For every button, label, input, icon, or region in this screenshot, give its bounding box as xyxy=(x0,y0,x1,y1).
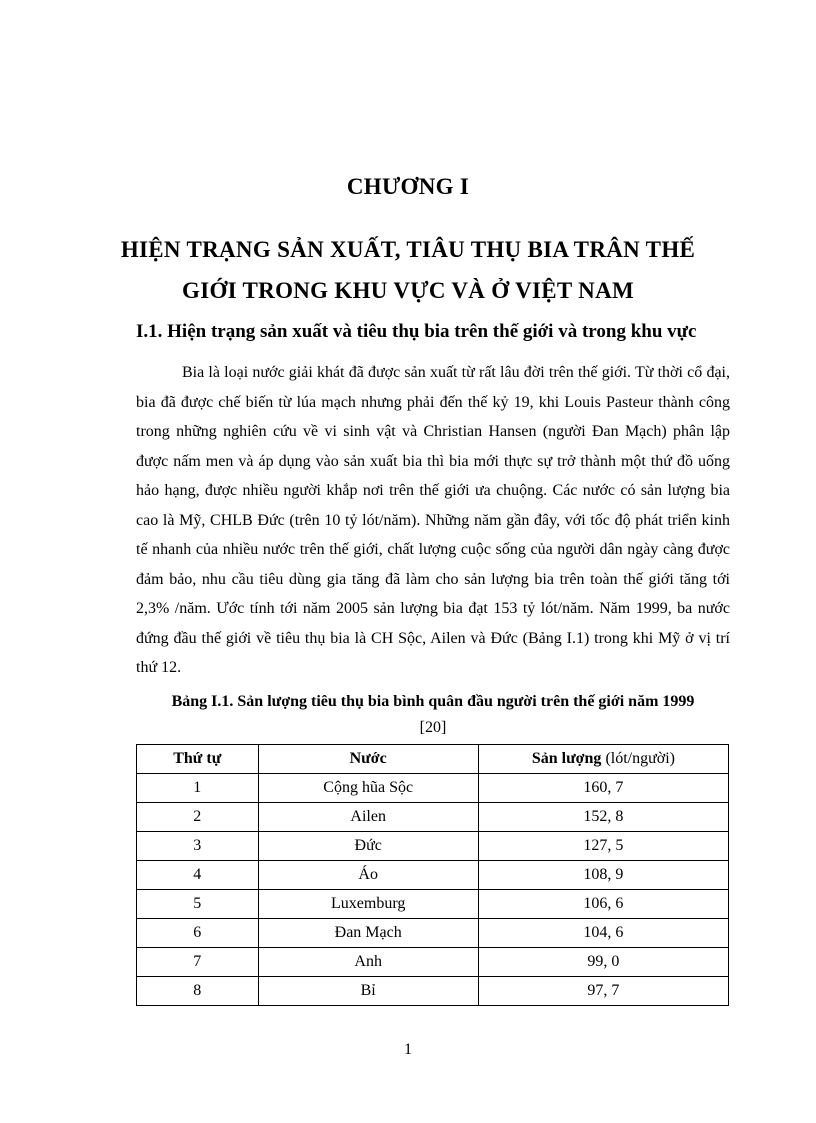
cell-value: 97, 7 xyxy=(478,977,728,1006)
cell-country: Bỉ xyxy=(258,977,478,1006)
cell-rank: 7 xyxy=(137,948,259,977)
chapter-title xyxy=(0,229,816,311)
cell-rank: 5 xyxy=(137,890,259,919)
body-paragraph: Bia là loại nước giải khát đã được sản xuất từ rất lâu đời trên thế giới. Từ thời cổ đại, bia đã được chế biến từ lúa mạch nhưng phải đến thế kỷ 19, khi Louis Pasteur thành công trong những nghiên cứu về vi sinh vật và Christian Hansen (người Đan Mạch) phân lập được nấm men và áp dụng vào sản xuất bia thì bia mới thực sự trở thành một thứ đồ uống hảo hạng, được nhiều người khắp nơi trên thế giới ưa chuộng. Các nước có sản lượng bia cao là Mỹ, CHLB Đức (trên 10 tỷ lót/năm). Những năm gần đây, với tốc độ phát triển kinh tế nhanh của nhiều nước trên thế giới, chất lượng cuộc sống của người dân ngày càng được đảm bảo, nhu cầu tiêu dùng gia tăng đã làm cho sản lượng bia trên toàn thế giới tăng tới 2,3% /năm. Ước tính tới năm 2005 sản lượng bia đạt 153 tỷ lót/năm. Năm 1999, ba nước đứng đầu thế giới về tiêu thụ bia là CH Sộc, Ailen và Đức (Bảng I.1) trong khi Mỹ ở vị trí thứ 12. xyxy=(136,364,730,676)
table-caption xyxy=(136,689,730,741)
table-caption-title: Bảng I.1. Sản lượng tiêu thụ bia bình quân đầu người trên thế giới năm 1999 xyxy=(171,693,695,710)
cell-value: 104, 6 xyxy=(478,919,728,948)
cell-rank: 6 xyxy=(137,919,259,948)
header-country: Nước xyxy=(258,745,478,774)
table-row xyxy=(137,803,729,832)
chapter-label: CHƯƠNG I xyxy=(346,174,470,199)
cell-rank: 3 xyxy=(137,832,259,861)
cell-value: 160, 7 xyxy=(478,774,728,803)
table-row xyxy=(137,890,729,919)
table-row xyxy=(137,919,729,948)
cell-country: Đức xyxy=(258,832,478,861)
cell-value: 127, 5 xyxy=(478,832,728,861)
cell-value: 152, 8 xyxy=(478,803,728,832)
cell-value: 106, 6 xyxy=(478,890,728,919)
cell-value: 99, 0 xyxy=(478,948,728,977)
cell-country: Cộng hũa Sộc xyxy=(258,774,478,803)
header-output-unit: (lót/người) xyxy=(601,750,676,767)
page-number: 1 xyxy=(404,1041,412,1058)
cell-rank: 1 xyxy=(137,774,259,803)
cell-rank: 2 xyxy=(137,803,259,832)
consumption-table xyxy=(136,744,729,1006)
cell-rank: 4 xyxy=(137,861,259,890)
table-row xyxy=(137,861,729,890)
table-row xyxy=(137,774,729,803)
section-heading: I.1. Hiện trạng sản xuất và tiêu thụ bia trên thế giới và trong khu vực xyxy=(136,321,697,342)
cell-country: Ailen xyxy=(258,803,478,832)
cell-country: Anh xyxy=(258,948,478,977)
cell-rank: 8 xyxy=(137,977,259,1006)
table-header-row xyxy=(137,745,729,774)
table-row xyxy=(137,977,729,1006)
cell-country: Luxemburg xyxy=(258,890,478,919)
cell-country: Đan Mạch xyxy=(258,919,478,948)
table-row xyxy=(137,832,729,861)
cell-country: Áo xyxy=(258,861,478,890)
table-row xyxy=(137,948,729,977)
header-rank: Thứ tự xyxy=(137,745,259,774)
chapter-title-line-1: HIỆN TRẠNG SẢN XUẤT, TIÂU THỤ BIA TRÂN THẾ xyxy=(120,237,696,262)
header-output xyxy=(478,745,728,774)
chapter-title-line-2: GIỚI TRONG KHU VỰC VÀ Ở VIỆT NAM xyxy=(182,278,634,303)
table-caption-reference: [20] xyxy=(419,719,447,736)
cell-value: 108, 9 xyxy=(478,861,728,890)
header-output-label: Sản lượng xyxy=(531,750,602,767)
